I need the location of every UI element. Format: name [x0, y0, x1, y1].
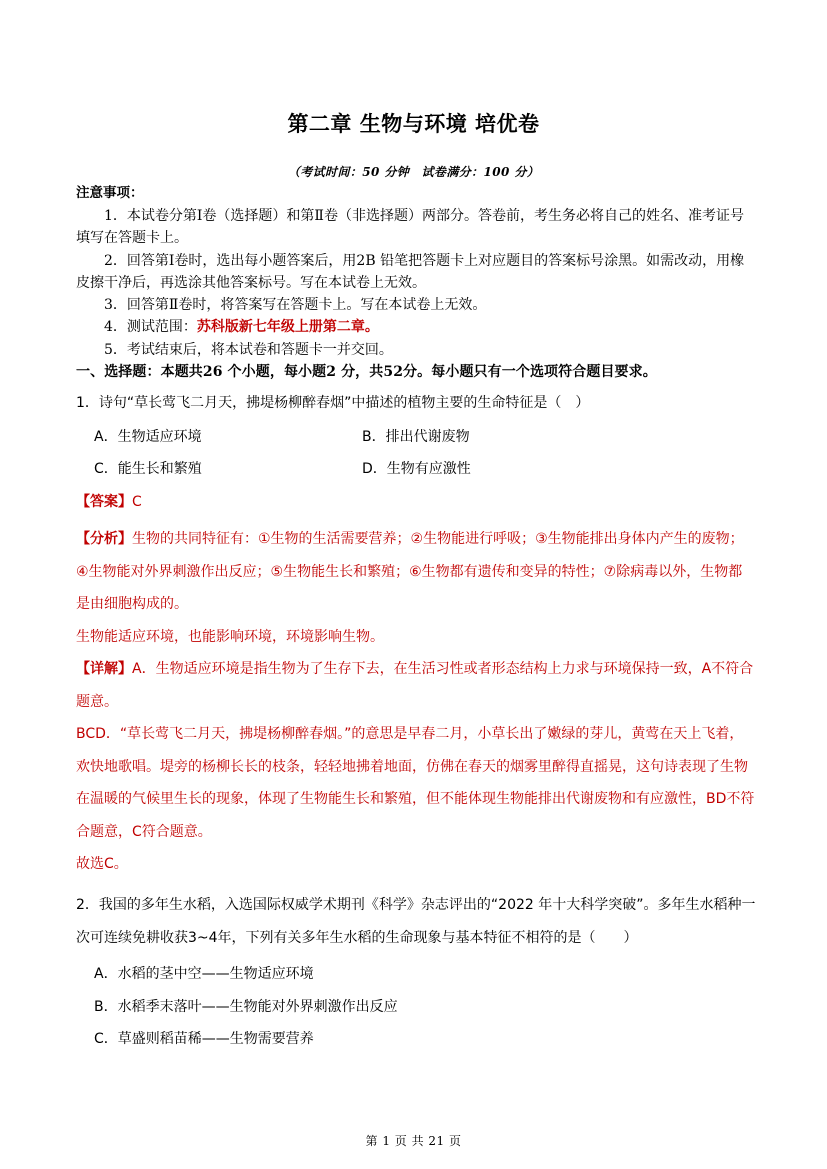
- notice-list: [76, 205, 756, 361]
- notice-item: 3．回答第Ⅱ卷时，将答案写在答题卡上。写在本试卷上无效。: [104, 297, 487, 314]
- notice-item: 1．本试卷分第Ⅰ卷（选择题）和第Ⅱ卷（非选择题）两部分。答卷前，考生务必将自己的姓名、准考证号填写在答题卡上。: [76, 208, 744, 247]
- question-2-options: [94, 958, 654, 1056]
- option-d: D．生物有应激性: [362, 461, 471, 477]
- analysis-tag: 【分析】: [76, 531, 132, 547]
- analysis-paragraph: 生物能适应环境，也能影响环境，环境影响生物。: [76, 628, 384, 645]
- answer-tag: 【答案】: [76, 494, 132, 510]
- page-footer: 第 1 页 共 21 页: [365, 1134, 462, 1148]
- detail-text: A．生物适应环境是指生物为了生存下去，在生活习性或者形态结构上力求与环境保持一致，A不符合题意。: [76, 661, 754, 710]
- option-c: C．能生长和繁殖: [94, 461, 202, 477]
- option-a: A．水稻的茎中空——生物适应环境: [94, 966, 314, 982]
- option-c: C．草盛则稻苗稀——生物需要营养: [94, 1031, 314, 1047]
- analysis-text: 生物的共同特征有：①生物的生活需要营养；②生物能进行呼吸；③生物能排出身体内产生的废物；④生物能对外界刺激作出反应；⑤生物能生长和繁殖；⑥生物都有遗传和变异的特性；⑦除病毒以外，生物都是由细胞构成的。: [76, 531, 744, 612]
- answer-value: C: [132, 494, 142, 510]
- notice-item: 5．考试结束后，将本试卷和答题卡一并交回。: [104, 341, 393, 358]
- exam-info: （考试时间：50 分钟 试卷满分：100 分）: [287, 165, 540, 179]
- analysis-block: [76, 523, 756, 881]
- notice-range-value: 苏科版新七年级上册第二章。: [196, 319, 379, 336]
- conclusion: 故选C。: [76, 856, 128, 872]
- question-1-options: [94, 426, 654, 490]
- answer-line: [76, 491, 756, 513]
- notice-item: 2．回答第Ⅰ卷时，选出每小题答案后，用2B 铅笔把答题卡上对应题目的答案标号涂黑。如需改动，用橡皮擦干净后，再选涂其他答案标号。写在本试卷上无效。: [76, 252, 745, 291]
- notice-heading: 注意事项：: [76, 185, 144, 201]
- option-b: B．排出代谢废物: [362, 429, 470, 445]
- question-2-stem: 2．我国的多年生水稻，入选国际权威学术期刊《科学》杂志评出的“2022 年十大科学突破”。多年生水稻种一次可连续免耕收获3~4年，下列有关多年生水稻的生命现象与基本特征不相符的是（ ）: [76, 897, 756, 946]
- detail-paragraph: [76, 653, 756, 718]
- question-1-stem: 1．诗句“草长莺飞二月天，拂堤杨柳醉春烟”中描述的植物主要的生命特征是（ ）: [76, 395, 590, 411]
- option-a: A．生物适应环境: [94, 429, 202, 445]
- page-title: 第二章 生物与环境 培优卷: [287, 112, 540, 136]
- detail-paragraph: BCD．“草长莺飞二月天，拂堤杨柳醉春烟。”的意思是早春二月，小草长出了嫩绿的芽儿，黄莺在天上飞着，欢快地歌唱。堤旁的杨柳长长的枝条，轻轻地拂着地面，仿佛在春天的烟雾里醉得直摇晃，这句诗表现了生物在温暖的气候里生长的现象，体现了生物能生长和繁殖，但不能体现生物能排出代谢废物和有应激性，BD不符合题意，C符合题意。: [76, 726, 755, 840]
- section-heading: 一、选择题：本题共26 个小题，每小题2 分，共52分。每小题只有一个选项符合题目要求。: [76, 364, 657, 380]
- analysis-paragraph: [76, 523, 756, 621]
- detail-tag: 【详解】: [76, 661, 132, 677]
- option-row: [94, 426, 654, 458]
- notice-range-prefix: 4．测试范围：: [104, 319, 197, 336]
- option-b: B．水稻季末落叶——生物能对外界刺激作出反应: [94, 998, 398, 1015]
- option-row: [94, 458, 654, 490]
- notice-item: [76, 316, 756, 338]
